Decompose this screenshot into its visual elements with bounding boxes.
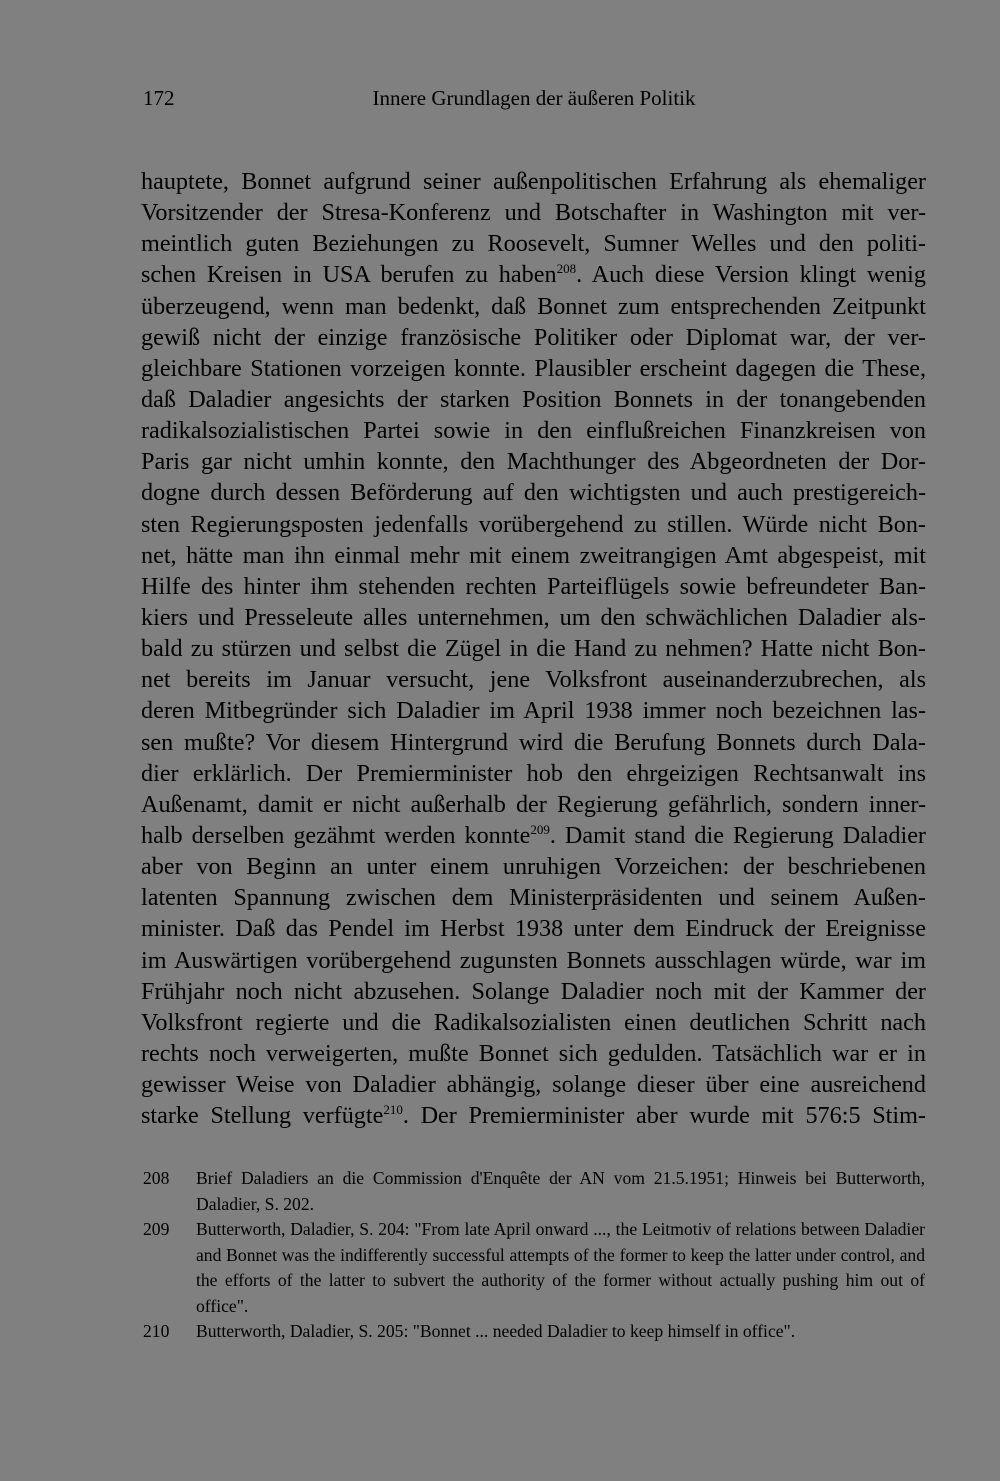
text-line: Paris gar nicht umhin konnte, den Machthunger des Abgeordneten der Dor- xyxy=(141,448,926,476)
text-line: gewiß nicht der einzige französische Politiker oder Diplomat war, der ver- xyxy=(141,323,926,351)
text-line: sen mußte? Vor diesem Hintergrund wird die Berufung Bonnets durch Dala- xyxy=(141,728,926,756)
footnote xyxy=(143,1319,925,1345)
text-line: meintlich guten Beziehungen zu Roosevelt, Sumner Welles und den politi- xyxy=(141,230,926,258)
text-line: minister. Daß das Pendel im Herbst 1938 unter dem Eindruck der Ereignisse xyxy=(141,915,926,943)
footnote-ref: 209 xyxy=(530,821,550,837)
text-line: Vorsitzender der Stresa-Konferenz und Botschafter in Washington mit ver- xyxy=(141,199,926,227)
text-line: Volksfront regierte und die Radikalsozialisten einen deutlichen Schritt nach xyxy=(141,1008,926,1036)
body-text xyxy=(141,166,926,1131)
text-line: rechts noch verweigerten, mußte Bonnet sich gedulden. Tatsächlich war er in xyxy=(141,1039,926,1067)
text-line: Frühjahr noch nicht abzusehen. Solange Daladier noch mit der Kammer der xyxy=(141,977,926,1005)
running-title: Innere Grundlagen der äußeren Politik xyxy=(372,86,696,110)
footnote-text: Brief Daladiers an die Commission d'Enquête der AN vom 21.5.1951; Hinweis bei Butterworth, Daladier, S. 202. xyxy=(196,1168,925,1214)
text-line: starke Stellung verfügte$^{210}$. Der Premierminister aber wurde mit 576:5 Stim- xyxy=(141,1102,926,1130)
footnote-text: Butterworth, Daladier, S. 205: "Bonnet ... needed Daladier to keep himself in office". xyxy=(196,1321,796,1341)
text-line: dier erklärlich. Der Premierminister hob den ehrgeizigen Rechtsanwalt ins xyxy=(141,759,926,787)
page-header xyxy=(143,86,925,116)
text-line: überzeugend, wenn man bedenkt, daß Bonnet zum entsprechenden Zeitpunkt xyxy=(141,292,926,320)
footnotes xyxy=(143,1166,925,1345)
footnote-number: 208 xyxy=(143,1168,170,1188)
text-line: schen Kreisen in USA berufen zu haben$^{208}$. Auch diese Version klingt wenig xyxy=(141,261,926,289)
footnote-number: 210 xyxy=(143,1321,170,1341)
text-line: hauptete, Bonnet aufgrund seiner außenpolitischen Erfahrung als ehemaliger xyxy=(141,168,926,195)
text-line: Außenamt, damit er nicht außerhalb der Regierung gefährlich, sondern inner- xyxy=(141,790,926,818)
footnote-text: Butterworth, Daladier, S. 204: "From late April onward ..., the Leitmotiv of relations between Daladier and Bonnet was the indifferently successful attempts of the former to keep the latter under control, and the efforts of the latter to subvert the authority of the former without actually pushing him out of office". xyxy=(196,1219,925,1316)
footnote-ref: 208 xyxy=(556,261,577,277)
text-line: halb derselben gezähmt werden konnte$^{209}$. Damit stand die Regierung Daladier xyxy=(141,821,926,849)
text-line: daß Daladier angesichts der starken Position Bonnets in der tonangebenden xyxy=(141,385,926,413)
footnote-number: 209 xyxy=(143,1219,170,1239)
text-line: Hilfe des hinter ihm stehenden rechten Parteiflügels sowie befreundeter Ban- xyxy=(141,572,926,600)
text-line: deren Mitbegründer sich Daladier im April 1938 immer noch bezeichnen las- xyxy=(141,697,926,725)
text-line: net, hätte man ihn einmal mehr mit einem zweitrangigen Amt abgespeist, mit xyxy=(141,541,926,569)
text-line: bald zu stürzen und selbst die Zügel in die Hand zu nehmen? Hatte nicht Bon- xyxy=(141,635,926,663)
text-line: gewisser Weise von Daladier abhängig, solange dieser über eine ausreichend xyxy=(141,1071,926,1099)
text-line: aber von Beginn an unter einem unruhigen Vorzeichen: der beschriebenen xyxy=(141,853,926,881)
text-line: gleichbare Stationen vorzeigen konnte. Plausibler erscheint dagegen die These, xyxy=(141,354,926,382)
text-line: latenten Spannung zwischen dem Ministerpräsidenten und seinem Außen- xyxy=(141,884,926,912)
text-line: net bereits im Januar versucht, jene Volksfront auseinanderzubrechen, als xyxy=(141,666,926,694)
text-line: sten Regierungsposten jedenfalls vorübergehend zu stillen. Würde nicht Bon- xyxy=(141,510,926,538)
page-number: 172 xyxy=(143,86,175,110)
text-line: radikalsozialistischen Partei sowie in den einflußreichen Finanzkreisen von xyxy=(141,417,926,445)
text-line: im Auswärtigen vorübergehend zugunsten Bonnets ausschlagen würde, war im xyxy=(141,946,926,974)
footnote-ref: 210 xyxy=(383,1102,403,1118)
footnote xyxy=(143,1217,925,1319)
footnote xyxy=(143,1166,925,1217)
text-line: dogne durch dessen Beförderung auf den wichtigsten und auch prestigereich- xyxy=(141,479,926,507)
text-line: kiers und Presseleute alles unternehmen, um den schwächlichen Daladier als- xyxy=(141,603,926,631)
